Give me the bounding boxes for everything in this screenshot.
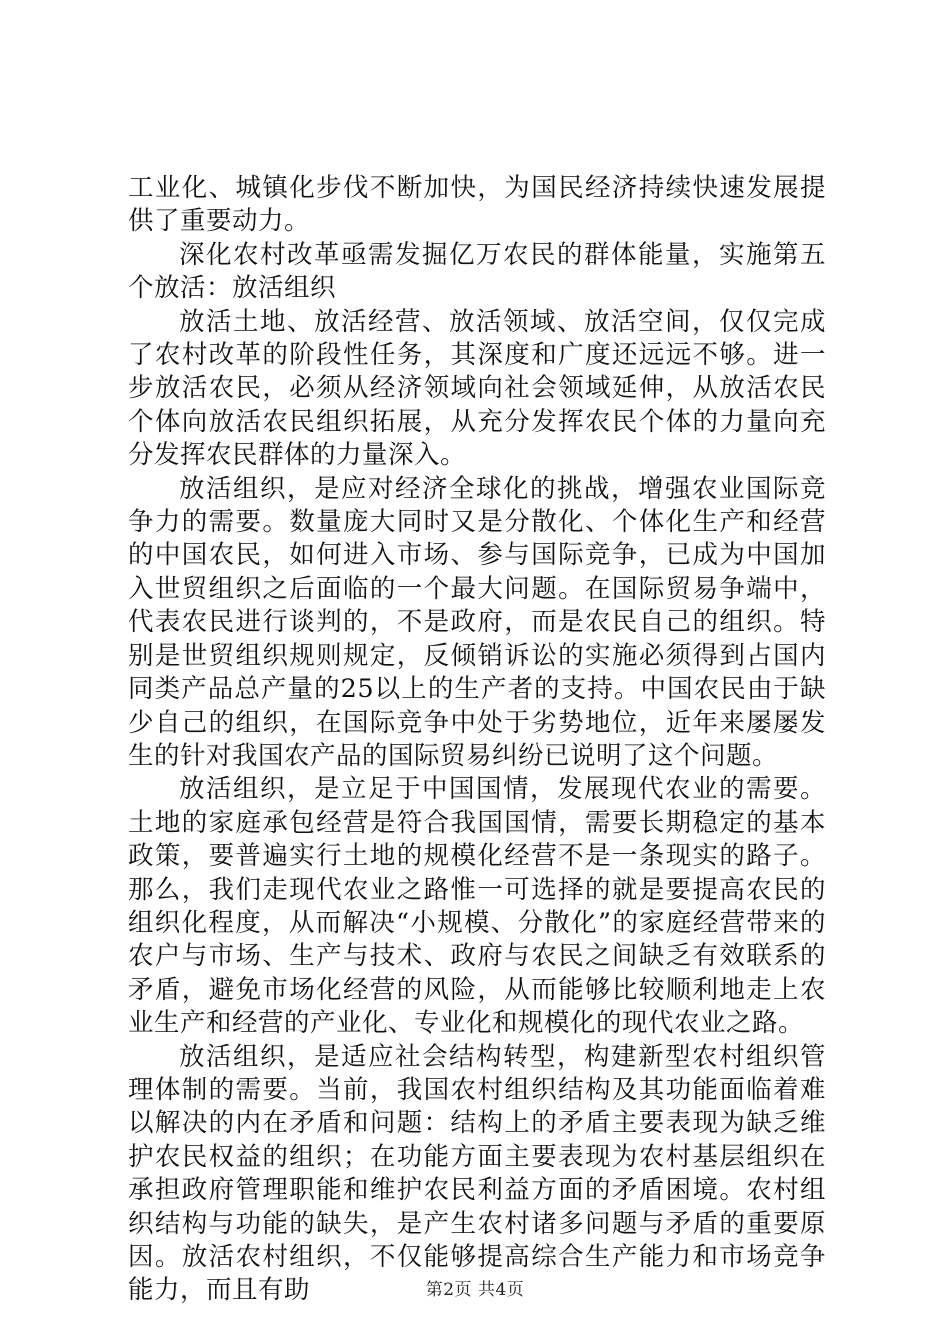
paragraph-1: 工业化、城镇化步伐不断加快，为国民经济持续快速发展提供了重要动力。 [128, 173, 826, 237]
paragraph-5: 放活组织，是立足于中国国情，发展现代农业的需要。土地的家庭承包经营是符合我国国情，需要长期稳定的基本政策，要普遍实行土地的规模化经营不是一条现实的路子。那么，我们走现代农业之路惟一可选择的就是要提高农民的组织化程度，从而解决“小规模、分散化”的家庭经营带来的农户与市场、生产与技术、政府与农民之间缺乏有效联系的矛盾，避免市场化经营的风险，从而能够比较顺利地走上农业生产和经营的产业化、专业化和规模化的现代农业之路。 [128, 774, 826, 1039]
paragraph-3: 放活土地、放活经营、放活领域、放活空间，仅仅完成了农村改革的阶段性任务，其深度和广度还远远不够。进一步放活农民，必须从经济领域向社会领域延伸，从放活农民个体向放活农民组织拓展，从充分发挥农民个体的力量向充分发挥农民群体的力量深入。 [128, 306, 826, 471]
paragraph-6: 放活组织，是适应社会结构转型，构建新型农村组织管理体制的需要。当前，我国农村组织结构及其功能面临着难以解决的内在矛盾和问题：结构上的矛盾主要表现为缺乏维护农民权益的组织；在功能方面主要表现为农村基层组织在承担政府管理职能和维护农民利益方面的矛盾困境。农村组织结构与功能的缺失，是产生农村诸多问题与矛盾的重要原因。放活农村组织，不仅能够提高综合生产能力和市场竞争能力，而且有助 [128, 1041, 826, 1306]
page-number-footer: 第2页 共4页 [425, 1280, 525, 1300]
paragraph-4: 放活组织，是应对经济全球化的挑战，增强农业国际竞争力的需要。数量庞大同时又是分散化、个体化生产和经营的中国农民，如何进入市场、参与国际竞争，已成为中国加入世贸组织之后面临的一个最大问题。在国际贸易争端中，代表农民进行谈判的，不是政府，而是农民自己的组织。特别是世贸组织规则规定，反倾销诉讼的实施必须得到占国内同类产品总产量的25以上的生产者的支持。中国农民由于缺少自己的组织，在国际竞争中处于劣势地位，近年来屡屡发生的针对我国农产品的国际贸易纠纷已说明了这个问题。 [128, 473, 826, 771]
document-body [128, 172, 826, 1308]
paragraph-2: 深化农村改革亟需发掘亿万农民的群体能量，实施第五个放活：放活组织 [128, 239, 826, 304]
